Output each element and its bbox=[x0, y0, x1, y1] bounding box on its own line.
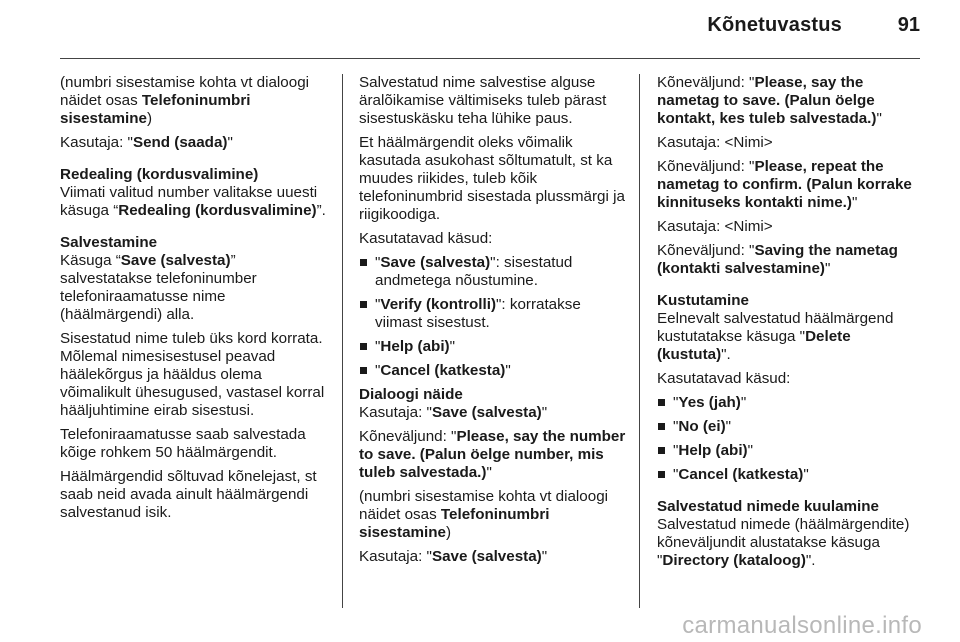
list-item: "Save (salvesta)": sisestatud andmetega nõustumine. bbox=[359, 254, 627, 290]
paragraph: (numbri sisestamise kohta vt dialoogi näidet osas Telefoninumbri sisestamine) bbox=[60, 74, 310, 127]
page-number: 91 bbox=[897, 14, 920, 36]
list-item: "Help (abi)" bbox=[359, 338, 627, 356]
column-1 bbox=[60, 74, 328, 528]
column-divider-1 bbox=[342, 74, 343, 608]
paragraph: Kasutaja: <Nimi> bbox=[657, 134, 773, 151]
section-heading: Salvestamine bbox=[60, 234, 158, 251]
command-list bbox=[657, 394, 925, 484]
list-item: "Help (abi)" bbox=[657, 442, 925, 460]
column-divider-2 bbox=[639, 74, 640, 608]
paragraph: Kõneväljund: "Please, repeat the nametag to confirm. (Palun korrake kinnituseks kontakti nime.)" bbox=[657, 158, 912, 211]
watermark-text: carmanualsonline.info bbox=[682, 612, 922, 639]
paragraph: Telefoniraamatusse saab salvestada kõige rohkem 50 häälmärgendit. bbox=[60, 426, 306, 461]
list-item: "Cancel (katkesta)" bbox=[359, 362, 627, 380]
section-heading: Salvestatud nimede kuulamine bbox=[657, 498, 879, 515]
paragraph: Kõneväljund: "Saving the nametag (kontakti salvestamine)" bbox=[657, 242, 898, 277]
page-title: Kõnetuvastus bbox=[707, 14, 842, 36]
paragraph: Sisestatud nime tuleb üks kord korrata. Mõlemal nimesisestusel peavad häälekõrgus ja hääldus olema võimalikult ühesugused, vastasel korral hääljuhtimine eirab sisestusi. bbox=[60, 330, 325, 419]
section-saving: Salvestamine Käsuga “Save (salvesta)” salvestatakse telefoninumber telefoniraamatusse nime (häälmärgendi) alla. bbox=[60, 234, 328, 324]
paragraph: (numbri sisestamise kohta vt dialoogi näidet osas Telefoninumbri sisestamine) bbox=[359, 488, 609, 541]
column-3 bbox=[657, 74, 925, 576]
section-heading: Kustutamine bbox=[657, 292, 749, 309]
section-dialog-example: Dialoogi näide Kasutaja: "Save (salvesta)" bbox=[359, 386, 627, 422]
section-redialing: Redealing (kordusvalimine) Viimati valitud number valitakse uuesti käsuga “Redealing (kordusvalimine)”. bbox=[60, 166, 328, 220]
commands-label: Kasutatavad käsud: bbox=[359, 230, 493, 247]
section-heading: Redealing (kordusvalimine) bbox=[60, 166, 259, 183]
header-divider bbox=[60, 58, 920, 59]
paragraph: Kasutaja: "Save (salvesta)" bbox=[359, 548, 548, 565]
command-list bbox=[359, 254, 627, 380]
paragraph: Kasutaja: "Send (saada)" bbox=[60, 134, 233, 151]
list-item: "Yes (jah)" bbox=[657, 394, 925, 412]
paragraph: Häälmärgendid sõltuvad kõnelejast, st saab neid avada ainult häälmärgendi salvestanud isik. bbox=[60, 468, 317, 521]
paragraph: Et häälmärgendit oleks võimalik kasutada asukohast sõltumatult, st ka muudes riikides, tuleb kõik telefoninumbrid sisestada plussmärgi ja riigikoodiga. bbox=[359, 134, 625, 223]
section-listening: Salvestatud nimede kuulamine Salvestatud nimede (häälmärgendite) kõneväljundit alustatakse käsuga "Directory (kataloog)". bbox=[657, 498, 925, 570]
paragraph: Kõneväljund: "Please, say the number to save. (Palun öelge number, mis tuleb salvestada.)" bbox=[359, 428, 626, 481]
paragraph: Kõneväljund: "Please, say the nametag to save. (Palun öelge kontakt, kes tuleb salvestada.)" bbox=[657, 74, 882, 127]
section-heading: Dialoogi näide bbox=[359, 386, 463, 403]
column-2 bbox=[359, 74, 627, 572]
paragraph: Salvestatud nime salvestise alguse äralõikamise vältimiseks tuleb pärast sisestuskäsku teha lühike paus. bbox=[359, 74, 607, 127]
list-item: "Cancel (katkesta)" bbox=[657, 466, 925, 484]
paragraph: Kasutaja: <Nimi> bbox=[657, 218, 773, 235]
commands-label: Kasutatavad käsud: bbox=[657, 370, 791, 387]
list-item: "Verify (kontrolli)": korratakse viimast sisestust. bbox=[359, 296, 627, 332]
list-item: "No (ei)" bbox=[657, 418, 925, 436]
section-deleting: Kustutamine Eelnevalt salvestatud häälmärgend kustutatakse käsuga "Delete (kustuta)". bbox=[657, 292, 925, 364]
